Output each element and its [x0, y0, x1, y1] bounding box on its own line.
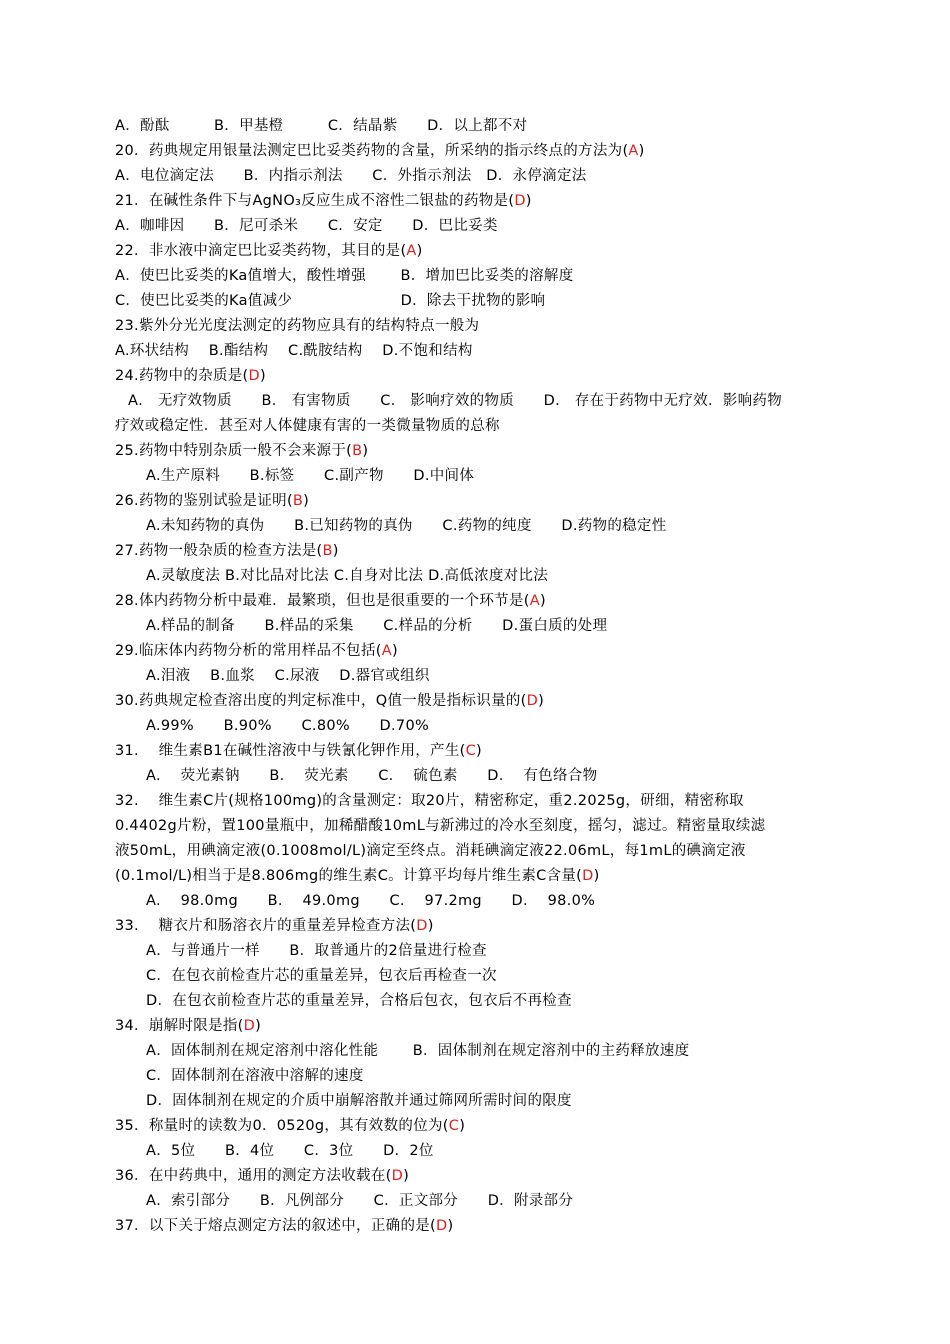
- text-line: [115, 191, 532, 211]
- line-text: A．与普通片一样 B．取普通片的2倍量进行检查: [146, 943, 487, 959]
- line-text: 37．以下关于熔点测定方法的叙述中，正确的是(: [115, 1218, 437, 1234]
- line-text: ): [538, 693, 545, 709]
- line-text: ): [391, 643, 398, 659]
- answer-letter: A: [529, 593, 540, 609]
- answer-letter: D: [582, 868, 594, 884]
- line-text: A．索引部分 B．凡例部分 C．正文部分 D．附录部分: [146, 1193, 574, 1209]
- line-text: C．使巴比妥类的Ka值减少 D．除去干扰物的影响: [115, 293, 546, 309]
- line-text: ): [332, 543, 339, 559]
- text-line: [146, 516, 667, 536]
- line-text: ): [525, 193, 532, 209]
- line-text: ): [476, 743, 483, 759]
- text-line: [115, 741, 482, 761]
- text-line: [146, 716, 429, 736]
- line-text: ): [593, 868, 600, 884]
- line-text: 30.药典规定检查溶出度的判定标准中，Q值一般是指标识量的(: [115, 693, 527, 709]
- line-text: 27.药物一般杂质的检查方法是(: [115, 543, 323, 559]
- line-text: 21．在碱性条件下与AgNO₃反应生成不溶性二银盐的药物是(: [115, 193, 515, 209]
- line-text: A．固体制剂在规定溶剂中溶化性能 B．固体制剂在规定溶剂中的主药释放速度: [146, 1043, 690, 1059]
- line-text: (0.1mol/L)相当于是8.806mg的维生素C。计算平均每片维生素C含量(: [115, 868, 583, 884]
- text-line: [146, 566, 548, 586]
- text-line: [115, 216, 498, 236]
- line-text: 33. 糖衣片和肠溶衣片的重量差异检查方法(: [115, 918, 417, 934]
- line-text: ): [416, 243, 423, 259]
- answer-letter: B: [352, 443, 363, 459]
- line-text: 0.4402g片粉，置100量瓶中，加稀醋酸10mL与新沸过的冷水至刻度，摇匀，滤过。精密量取续滤: [115, 818, 766, 834]
- text-line: [146, 941, 487, 961]
- text-line: [146, 1091, 572, 1111]
- text-line: [115, 641, 398, 661]
- line-text: A. 98.0mg B. 49.0mg C. 97.2mg D. 98.0%: [146, 893, 596, 909]
- line-text: 22．非水液中滴定巴比妥类药物，其目的是(: [115, 243, 407, 259]
- text-line: [115, 141, 645, 161]
- text-line: [115, 366, 266, 386]
- text-line: [115, 441, 368, 461]
- text-line: [115, 491, 309, 511]
- text-line: [115, 691, 544, 711]
- text-line: [115, 241, 423, 261]
- line-text: 疗效或稳定性．甚至对人体健康有害的一类微量物质的总称: [115, 418, 500, 434]
- answer-letter: D: [391, 1168, 404, 1184]
- line-text: A．5位 B．4位 C．3位 D．2位: [146, 1143, 434, 1159]
- line-text: A.灵敏度法 B.对比品对比法 C.自身对比法 D.高低浓度对比法: [146, 568, 549, 584]
- line-text: C．固体制剂在溶液中溶解的速度: [146, 1068, 364, 1084]
- line-text: A.99% B.90% C.80% D.70%: [146, 718, 430, 734]
- line-text: A. 荧光素钠 B. 荧光素 C. 硫色素 D. 有色络合物: [146, 768, 598, 784]
- text-line: [146, 1141, 434, 1161]
- line-text: A．使巴比妥类的Ka值增大，酸性增强 B．增加巴比妥类的溶解度: [115, 268, 574, 284]
- text-line: [115, 591, 546, 611]
- line-text: 26.药物的鉴别试验是证明(: [115, 493, 293, 509]
- line-text: A.环状结构 B.酯结构 C.酰胺结构 D.不饱和结构: [115, 343, 473, 359]
- line-text: 31. 维生素B1在碱性溶液中与铁氰化钾作用，产生(: [115, 743, 466, 759]
- text-line: [115, 1116, 465, 1136]
- text-line: [115, 266, 574, 286]
- line-text: 液50mL，用碘滴定液(0.1008mol/L)滴定至终点。消耗碘滴定液22.06mL，每1mL的碘滴定液: [115, 843, 746, 859]
- line-text: ): [303, 493, 310, 509]
- text-line: [146, 1066, 364, 1086]
- line-text: A． 无疗效物质 B． 有害物质 C． 影响疗效的物质 D． 存在于药物中无疗效．影响药物: [128, 393, 782, 409]
- text-line: [115, 166, 587, 186]
- text-line: [146, 1191, 573, 1211]
- line-text: 28.体内药物分析中最难．最繁琐，但也是很重要的一个环节是(: [115, 593, 530, 609]
- text-line: [115, 341, 473, 361]
- line-text: 23.紫外分光光度法测定的药物应具有的结构特点一般为: [115, 318, 480, 334]
- text-line: [146, 991, 572, 1011]
- answer-letter: A: [381, 643, 392, 659]
- text-line: [115, 291, 545, 311]
- answer-letter: D: [416, 918, 428, 934]
- answer-letter: C: [465, 743, 477, 759]
- text-line: [146, 466, 474, 486]
- answer-letter: A: [406, 243, 417, 259]
- text-line: [146, 966, 497, 986]
- text-line: [115, 816, 765, 836]
- text-line: [115, 841, 746, 861]
- text-line: [115, 416, 500, 436]
- line-text: A.泪液 B.血浆 C.尿液 D.器官或组织: [146, 668, 430, 684]
- line-text: 34．崩解时限是指(: [115, 1018, 244, 1034]
- answer-letter: D: [248, 368, 260, 384]
- line-text: D．固体制剂在规定的介质中崩解溶散并通过筛网所需时间的限度: [146, 1093, 572, 1109]
- answer-letter: D: [514, 193, 526, 209]
- line-text: 29.临床体内药物分析的常用样品不包括(: [115, 643, 382, 659]
- text-line: [146, 666, 430, 686]
- line-text: 20．药典规定用银量法测定巴比妥类药物的含量，所采纳的指示终点的方法为(: [115, 143, 629, 159]
- line-text: ): [638, 143, 645, 159]
- line-text: ): [403, 1168, 410, 1184]
- line-text: 24.药物中的杂质是(: [115, 368, 249, 384]
- line-text: ): [539, 593, 546, 609]
- text-line: [146, 1041, 689, 1061]
- answer-letter: D: [243, 1018, 256, 1034]
- line-text: ): [427, 918, 434, 934]
- line-text: A．咖啡因 B．尼可杀米 C．安定 D．巴比妥类: [115, 218, 498, 234]
- text-line: [128, 391, 782, 411]
- answer-letter: A: [628, 143, 639, 159]
- text-line: [115, 116, 527, 136]
- line-text: A．电位滴定法 B．内指示剂法 C．外指示剂法 D．永停滴定法: [115, 168, 587, 184]
- text-line: [115, 791, 744, 811]
- line-text: A．酚酞 B．甲基橙 C．结晶紫 D．以上都不对: [115, 118, 528, 134]
- text-line: [115, 1216, 453, 1236]
- line-text: 32. 维生素C片(规格100mg)的含量测定：取20片，精密称定，重2.2025g，研细，精密称取: [115, 793, 744, 809]
- line-text: ): [362, 443, 369, 459]
- answer-letter: D: [436, 1218, 448, 1234]
- text-line: [146, 891, 595, 911]
- text-line: [115, 916, 434, 936]
- answer-letter: B: [292, 493, 304, 509]
- line-text: C．在包衣前检查片芯的重量差异，包衣后再检查一次: [146, 968, 497, 984]
- line-text: 35．称量时的读数为0．0520g，其有效数的位为(: [115, 1118, 449, 1134]
- text-line: [115, 316, 479, 336]
- line-text: A.样品的制备 B.样品的采集 C.样品的分析 D.蛋白质的处理: [146, 618, 608, 634]
- text-line: [146, 616, 607, 636]
- line-text: ): [260, 368, 266, 384]
- line-text: 25.药物中特别杂质一般不会来源于(: [115, 443, 353, 459]
- answer-letter: B: [322, 543, 333, 559]
- line-text: ): [255, 1018, 262, 1034]
- line-text: A.生产原料 B.标签 C.副产物 D.中间体: [146, 468, 475, 484]
- answer-letter: C: [448, 1118, 460, 1134]
- line-text: ): [447, 1218, 454, 1234]
- text-line: [115, 866, 600, 886]
- line-text: ): [459, 1118, 466, 1134]
- line-text: D．在包衣前检查片芯的重量差异，合格后包衣，包衣后不再检查: [146, 993, 572, 1009]
- answer-letter: D: [526, 693, 539, 709]
- text-line: [146, 766, 597, 786]
- line-text: 36．在中药典中，通用的测定方法收载在(: [115, 1168, 392, 1184]
- text-line: [115, 541, 339, 561]
- line-text: A.未知药物的真伪 B.已知药物的真伪 C.药物的纯度 D.药物的稳定性: [146, 518, 667, 534]
- text-line: [115, 1166, 409, 1186]
- text-line: [115, 1016, 261, 1036]
